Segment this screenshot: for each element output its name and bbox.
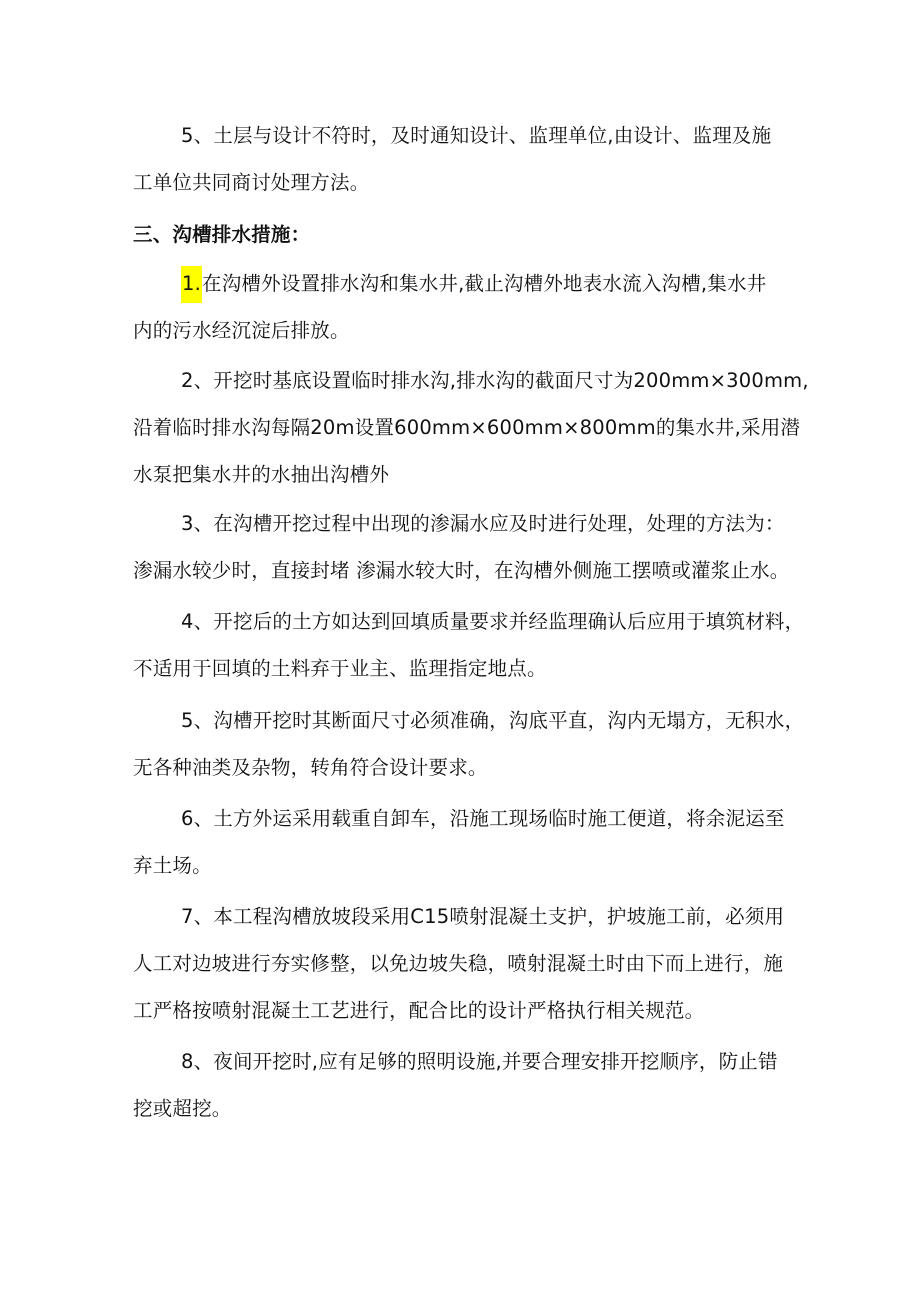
text-line: 7、本工程沟槽放坡段采用C15喷射混凝土支护，护坡施工前，必须用 xyxy=(181,905,785,928)
text-line: 挖或超挖。 xyxy=(133,1097,232,1120)
highlighted-item-number: 1. xyxy=(181,266,202,303)
text-line: 工严格按喷射混凝土工艺进行，配合比的设计严格执行相关规范。 xyxy=(133,999,705,1022)
text-line: 内的污水经沉淀后排放。 xyxy=(133,319,350,342)
text-line: 4、开挖后的土方如达到回填质量要求并经监理确认后应用于填筑材料， xyxy=(181,610,805,633)
drainage-item-3 xyxy=(133,500,803,594)
drainage-item-7 xyxy=(133,893,803,1034)
text-line: 工单位共同商讨处理方法。 xyxy=(133,171,370,194)
text-line: 渗漏水较少时，直接封堵 渗漏水较大时，在沟槽外侧施工摆喷或灌浆止水。 xyxy=(133,559,790,582)
text-line: 人工对边坡进行夯实修整，以免边坡失稳，喷射混凝土时由下而上进行，施 xyxy=(133,952,784,975)
text-line: 无各种油类及杂物，转角符合设计要求。 xyxy=(133,756,488,779)
drainage-item-1 xyxy=(133,260,803,354)
text-line-content: 在沟槽外设置排水沟和集水井,截止沟槽外地表水流入沟槽,集水井 xyxy=(202,272,767,295)
drainage-item-5 xyxy=(133,697,803,791)
text-line: 8、夜间开挖时,应有足够的照明设施,并要合理安排开挖顺序，防止错 xyxy=(181,1050,778,1073)
text-line: 3、在沟槽开挖过程中出现的渗漏水应及时进行处理，处理的方法为： xyxy=(181,512,785,535)
text-line: 沿着临时排水沟每隔20m设置600mm×600mm×800mm的集水井,采用潜 xyxy=(133,416,801,439)
section-heading-text: 三、沟槽排水措施： xyxy=(133,223,311,246)
text-line: 6、土方外运采用载重自卸车，沿施工现场临时施工便道，将余泥运至 xyxy=(181,807,785,830)
drainage-item-8 xyxy=(133,1038,803,1132)
drainage-item-2 xyxy=(133,357,809,498)
text-line xyxy=(133,260,803,307)
text-line: 水泵把集水井的水抽出沟槽外 xyxy=(133,463,390,486)
section-heading xyxy=(133,211,803,258)
paragraph-soil-mismatch xyxy=(133,112,803,206)
text-line: 不适用于回填的土料弃于业主、监理指定地点。 xyxy=(133,657,547,680)
text-line: 5、土层与设计不符时，及时通知设计、监理单位,由设计、监理及施 xyxy=(181,124,772,147)
text-line: 5、沟槽开挖时其断面尺寸必须准确，沟底平直，沟内无塌方，无积水， xyxy=(181,709,805,732)
drainage-item-6 xyxy=(133,795,803,889)
text-line: 2、开挖时基底设置临时排水沟,排水沟的截面尺寸为200mm×300mm, xyxy=(181,369,809,392)
text-line: 弃土场。 xyxy=(133,854,212,877)
drainage-item-4 xyxy=(133,598,803,692)
